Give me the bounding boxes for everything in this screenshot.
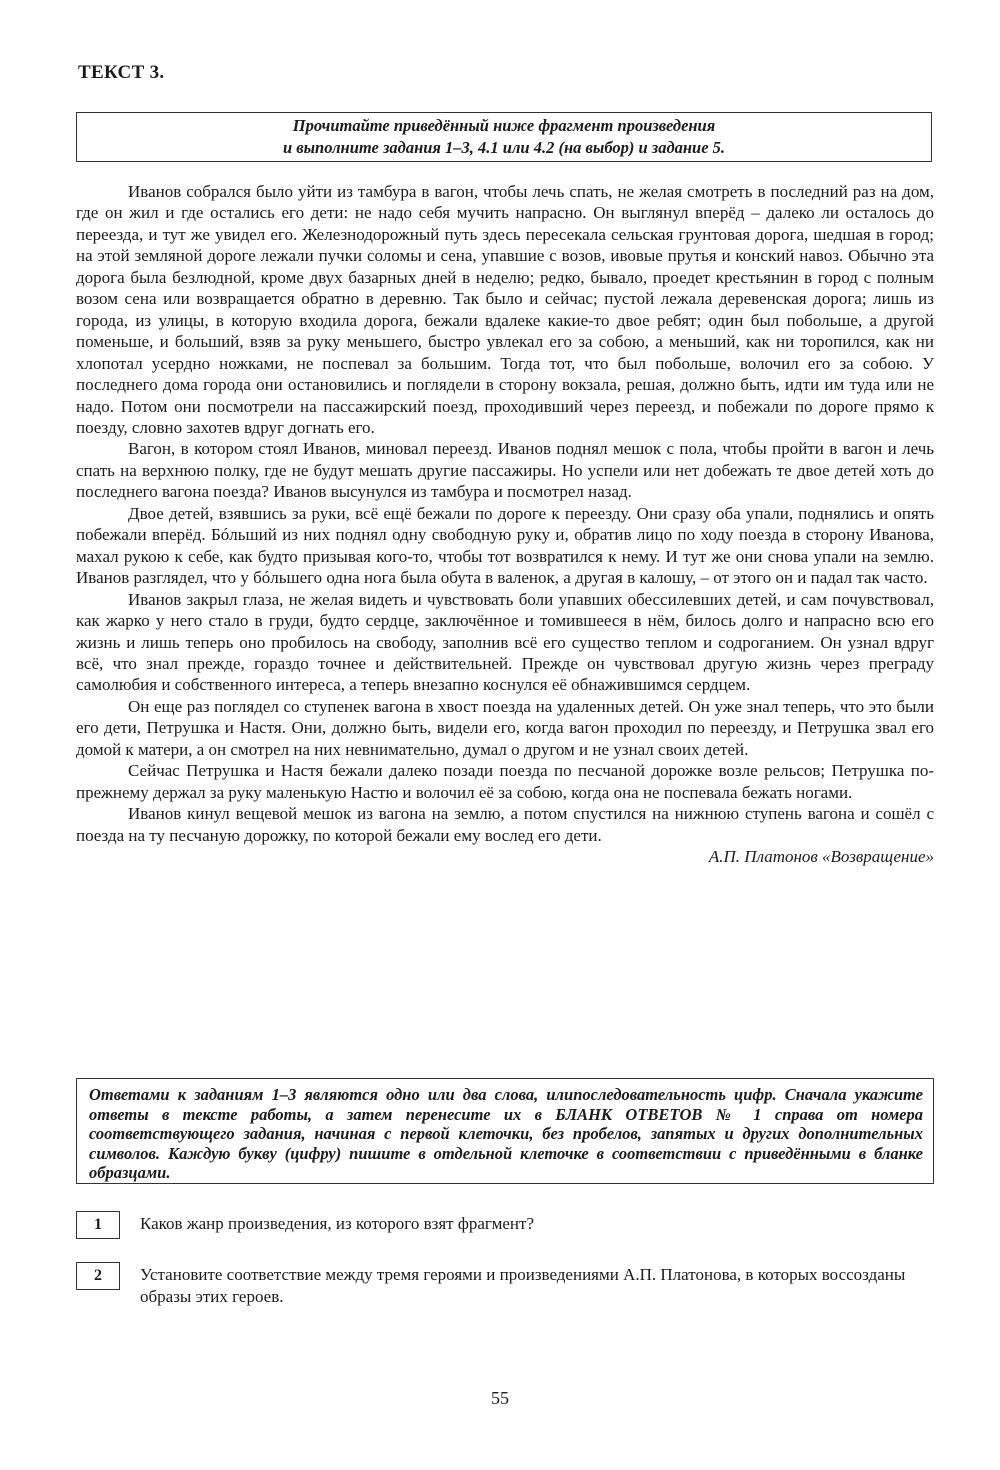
task-question: Каков жанр произведения, из которого взят фрагмент? <box>140 1214 535 1233</box>
task-number-box: 2 <box>76 1262 120 1290</box>
excerpt-paragraph: Иванов закрыл глаза, не желая видеть и чувствовать боли упавших обессилевших детей, и сам почувствовал, как жарко у него стало в груди, будто сердце, заключённое и томившееся в нём, билось долго и напрасно всю его жизнь и лишь теперь оно пробилось на свободу, заполнив всё его существо теплом и содроганием. Он узнал вдруг всё, что знал прежде, гораздо точнее и действительней. Прежде он чувствовал другую жизнь через преграду самолюбия и собственного интереса, а теперь внезапно коснулся её обнажившимся сердцем. <box>76 589 934 695</box>
excerpt-attribution: А.П. Платонов «Возвращение» <box>708 847 934 867</box>
text-heading: ТЕКСТ 3. <box>78 62 165 83</box>
instruction-line-1: Прочитайте приведённый ниже фрагмент произведения <box>292 116 716 135</box>
task-1 <box>76 1211 934 1239</box>
excerpt-paragraph: Иванов собрался было уйти из тамбура в вагон, чтобы лечь спать, не желая смотреть в последний раз на дом, где он жил и где остались его дети: не надо себя мучить напрасно. Он выглянул вперёд – далеко ли осталось до переезда, и тут же увидел его. Железнодорожный путь здесь пересекала сельская грунтовая дорога, шедшая в город; на этой земляной дороге лежали пучки соломы и сена, упавшие с возов, ивовые прутья и конский навоз. Обычно эта дорога была безлюдной, кроме двух базарных дней в неделю; редко, бывало, проедет крестьянин в город с полным возом сена или возвращается обратно в деревню. Так было и сейчас; пустой лежала деревенская дорога; лишь из города, из улицы, в которую входила дорога, бежали вдалеке какие-то двое ребят; один был побольше, а другой поменьше, и больший, взяв за руку меньшего, быстро увлекал его за собою, а меньший, как ни торопился, как ни хлопотал усердно ножками, не поспевал за большим. Тогда тот, что был побольше, волочил его за собою. У последнего дома города они остановились и поглядели в сторону вокзала, решая, должно быть, идти им туда или не надо. Потом они посмотрели на пассажирский поезд, проходивший через переезд, и побежали по дороге прямо к поезду, словно захотев вдруг догнать его. <box>76 182 934 437</box>
page-number: 55 <box>491 1388 509 1408</box>
reading-instruction-box <box>76 112 932 162</box>
excerpt-paragraph: Двое детей, взявшись за руки, всё ещё бежали по дороге к переезду. Они сразу оба упали, поднялись и опять побежали вперёд. Бóльший из них поднял одну свободную руку и, обратив лицо по ходу поезда в сторону Иванова, махал рукою к себе, как будто призывая кого-то, чтобы тот возвратился к нему. И тут же они снова упали на землю. Иванов разглядел, что у бóльшего одна нога была обута в валенок, а другая в калошу, – от этого он и падал так часто. <box>76 503 934 588</box>
excerpt-paragraph: Вагон, в котором стоял Иванов, миновал переезд. Иванов поднял мешок с пола, чтобы пройти в вагон и лечь спать на верхнюю полку, где не будут мешать другие пассажиры. Но успели или нет добежать те двое детей хоть до последнего вагона поезда? Иванов высунулся из тамбура и посмотрел назад. <box>76 439 934 502</box>
answers-instruction-box: Ответами к заданиям 1–3 являются одно или два слова, илипоследовательность цифр. Сначала укажите ответы в тексте работы, а затем перенесите их в БЛАНК ОТВЕТОВ № 1 справа от номера соответствующего задания, начиная с первой клеточки, без пробелов, запятых и других дополнительных символов. Каждую букву (цифру) пишите в отдельной клеточке в соответствии с приведёнными в бланке образцами. <box>76 1078 934 1184</box>
task-question: Установите соответствие между тремя героями и произведениями А.П. Платонова, в которых воссозданы образы этих героев. <box>140 1265 906 1306</box>
task-number-box: 1 <box>76 1211 120 1239</box>
excerpt-paragraph: Он еще раз поглядел со ступенек вагона в хвост поезда на удаленных детей. Он уже знал теперь, что это были его дети, Петрушка и Настя. Они, должно быть, видели его, когда вагон проходил по переезду, и Петрушка звал его домой к матери, а он смотрел на них невнимательно, думал о другом и не узнал своих детей. <box>76 696 934 759</box>
literary-excerpt <box>76 181 934 868</box>
instruction-line-2: и выполните задания 1–3, 4.1 или 4.2 (на выбор) и задание 5. <box>282 138 726 157</box>
task-2 <box>76 1262 934 1308</box>
excerpt-paragraph: Сейчас Петрушка и Настя бежали далеко позади поезда по песчаной дорожке возле рельсов; Петрушка по-прежнему держал за руку маленькую Настю и волочил её за собою, когда она не поспевала бежать ногами. <box>76 761 934 802</box>
excerpt-paragraph: Иванов кинул вещевой мешок из вагона на землю, а потом спустился на нижнюю ступень вагона и сошёл с поезда на ту песчаную дорожку, по которой бежали ему вослед его дети. <box>76 804 934 845</box>
